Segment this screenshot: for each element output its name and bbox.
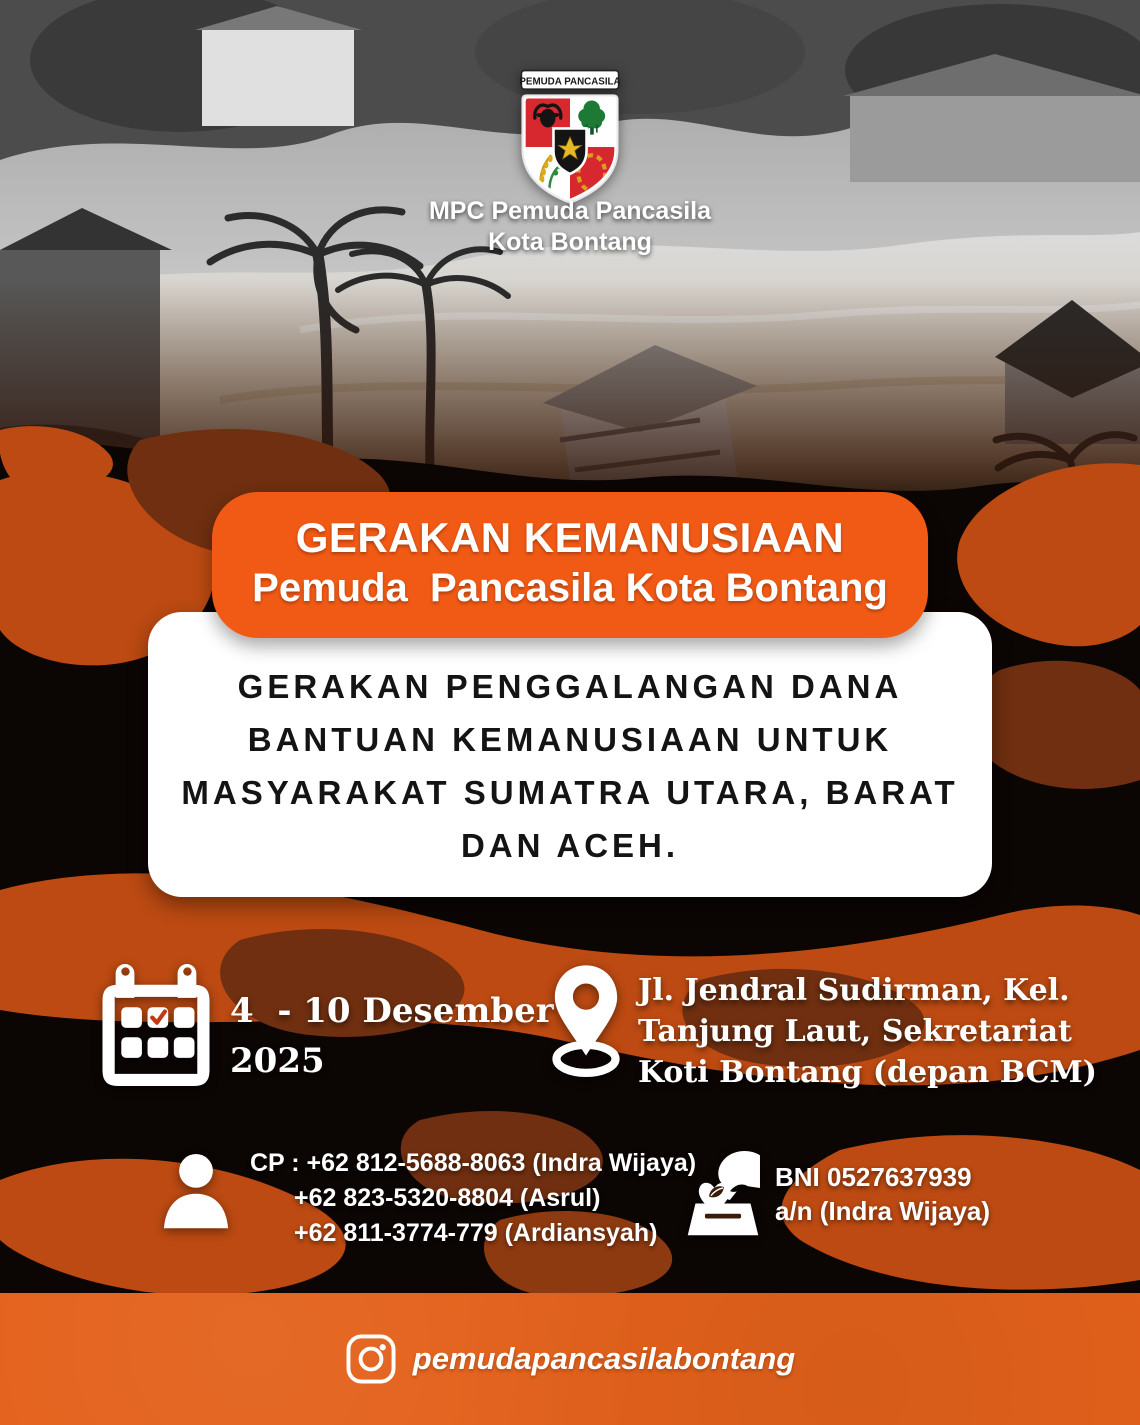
org-name: [0, 196, 1140, 258]
title-line2: Pemuda Pancasila Kota Bontang: [252, 566, 888, 610]
contact-text: [250, 1146, 696, 1251]
headline-line: MASYARAKAT SUMATRA UTARA, BARAT: [181, 774, 959, 811]
org-name-line2: Kota Bontang: [488, 228, 652, 256]
contact-line: +62 811-3774-779 (Ardiansyah): [294, 1219, 658, 1247]
headline-card: [148, 612, 992, 897]
footer-bar: [0, 1293, 1140, 1425]
contact-line: CP : +62 812-5688-8063 (Indra Wijaya): [250, 1149, 697, 1177]
schedule-year: 2025: [230, 1041, 325, 1081]
location-line: Koti Bontang (depan BCM): [638, 1055, 1097, 1090]
donation-holder: a/n (Indra Wijaya): [775, 1196, 991, 1226]
headline-line: DAN ACEH.: [460, 827, 680, 864]
schedule-dates: 4 - 10 Desember: [230, 991, 554, 1031]
location-line: Jl. Jendral Sudirman, Kel.: [638, 973, 1070, 1008]
instagram-handle: pemudapancasilabontang: [412, 1341, 796, 1376]
contact-line: +62 823-5320-8804 (Asrul): [294, 1184, 601, 1212]
calendar-icon: [95, 960, 217, 1092]
donation-text: [775, 1160, 990, 1228]
title-line1: GERAKAN KEMANUSIAAN: [295, 514, 845, 561]
title-banner: [212, 492, 928, 638]
schedule-text: [230, 986, 554, 1086]
location-text: [638, 970, 1097, 1093]
donation-account: BNI 0527637939: [775, 1162, 972, 1192]
location-pin-icon: [545, 953, 627, 1091]
donation-hand-icon: [680, 1146, 766, 1242]
location-line: Tanjung Laut, Sekretariat: [638, 1014, 1072, 1049]
org-name-line1: MPC Pemuda Pancasila: [428, 197, 712, 225]
headline-line: BANTUAN KEMANUSIAAN UNTUK: [247, 721, 893, 758]
headline-line: GERAKAN PENGGALANGAN DANA: [237, 668, 903, 705]
logo-banner-text: PEMUDA PANCASILA: [519, 76, 621, 88]
person-icon: [158, 1148, 234, 1236]
instagram-icon: [345, 1333, 397, 1385]
